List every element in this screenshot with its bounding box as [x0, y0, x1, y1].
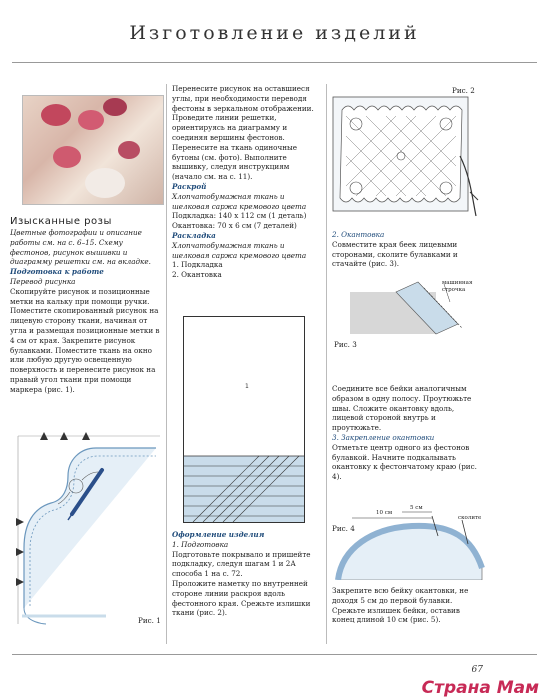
prep-heading: Подготовка к работе [10, 267, 104, 277]
layout-diagram-drawing [183, 316, 305, 523]
column-divider [166, 84, 167, 644]
layout-heading: Раскладка [172, 230, 216, 240]
finish-heading: Оформление изделия [172, 530, 265, 539]
cut-line: Окантовка: 70 x 6 см (7 деталей) [172, 221, 297, 231]
column-divider [326, 84, 327, 644]
layout-fabric: Хлопчатобумажная ткань и шелковая саржа кремового цвета [172, 240, 307, 260]
footer-rule [12, 654, 537, 655]
right-column-mid [332, 384, 482, 482]
paragraph: Поместите скопированный рисунок на лицевую сторону ткани, начиная от угла и размещая позиционные метки в 4 см от края. Закрепите рисунок булавками. Поместите ткань на окно или любую другую освещенную поверхность и перенесите рисунок на правый угол ткани при помощи маркера (рис. 1). [10, 306, 160, 394]
right-column-top [332, 230, 482, 269]
figure-1 [16, 428, 166, 628]
rose-shape [53, 146, 81, 168]
page-header [0, 0, 549, 70]
paragraph: Подготовьте покрывало и пришейте подкладку, следуя шагам 1 и 2А способа 1 на с. 72. [172, 549, 311, 579]
paragraph: Совместите края беек лицевыми сторонами, сколите булавками и стачайте (рис. 3). [332, 239, 458, 269]
dim-5: 5 см [410, 505, 423, 511]
figure-2-drawing [332, 96, 482, 224]
left-column [10, 215, 160, 395]
step3-heading: 3. Закрепление окантовки [332, 432, 435, 442]
page-number: 67 [471, 665, 483, 675]
transfer-heading: Перевод рисунка [10, 276, 76, 286]
step2-heading: 2. Окантовка [332, 230, 385, 239]
middle-column-bottom [172, 530, 320, 618]
cut-fabric: Хлопчатобумажная ткань и шелковая саржа кремового цвета [172, 191, 307, 211]
rose-shape [78, 110, 104, 130]
header-rule [12, 62, 537, 63]
cut-line: Подкладка: 140 x 112 см (1 деталь) [172, 211, 307, 221]
finish-subheading: 1. Подготовка [172, 539, 229, 549]
figure-2-caption: Рис. 2 [452, 86, 475, 95]
layout-line: 2. Окантовка [172, 270, 222, 280]
paragraph: Перенесите рисунок на оставшиеся углы, при необходимости переводя фестоны в зеркальном отображении. [172, 84, 314, 113]
intro-text: Цветные фотографии и описание работы см. на с. 6–15. Схему фестонов, рисунок вышивки и диаграмму решетки см. на вкладке. [10, 228, 151, 267]
pin-label: сколите [458, 515, 482, 521]
rose-shape [41, 104, 71, 126]
piece-label: 1 [245, 383, 249, 390]
figure-1-caption: Рис. 1 [138, 616, 161, 625]
figure-2 [332, 86, 482, 226]
figure-4-caption: Рис. 4 [332, 524, 355, 533]
fabric-fold [85, 168, 125, 198]
dim-10: 10 см [376, 510, 393, 516]
paragraph: Закрепите всю бейку окантовки, не доходя 5 см до первой булавки. Срежьте излишек бейки, оставив конец длиной 10 см (рис. 5). [332, 586, 469, 625]
figure-3-caption: Рис. 3 [334, 340, 357, 349]
paragraph: Соедините все бейки аналогичным образом в одну полосу. Проутюжьте швы. Сложите окантовку вдоль, лицевой стороной внутрь и проутюжьте. [332, 384, 472, 433]
watermark: Страна Мам [421, 678, 539, 698]
paragraph: Отметьте центр одного из фестонов булавкой. Начните подкалывать окантовку к фестончатому краю (рис. 4). [332, 442, 477, 482]
figure-1-drawing [16, 428, 166, 628]
middle-column-top [172, 84, 320, 280]
cut-heading: Раскрой [172, 181, 207, 191]
layout-diagram [183, 316, 305, 523]
right-column-bottom [332, 586, 482, 625]
figure-3 [332, 278, 482, 358]
roses-photo [22, 95, 164, 205]
seam-label: машинная строчка [442, 280, 473, 293]
paragraph: Проложите наметку по внутренней стороне линии раскроя вдоль фестонного края. Срежьте излишки ткани (рис. 2). [172, 578, 311, 618]
rose-shape [103, 98, 127, 116]
layout-line: 1. Подкладка [172, 260, 223, 270]
figure-4 [332, 505, 492, 580]
paragraph: Скопируйте рисунок и позиционные метки на кальку при помощи ручки. [10, 286, 150, 306]
rose-shape [118, 141, 140, 159]
page-title: Изготовление изделий [129, 22, 420, 44]
section-title: Изысканные розы [10, 216, 112, 227]
paragraph: Проведите линии решетки, ориентируясь на диаграмму и соединяя вершины фестонов. Перенесите на ткань одиночные бутоны (см. фото). Выполните вышивку, следуя инструкциям (начало см. на с. 11). [172, 113, 298, 182]
